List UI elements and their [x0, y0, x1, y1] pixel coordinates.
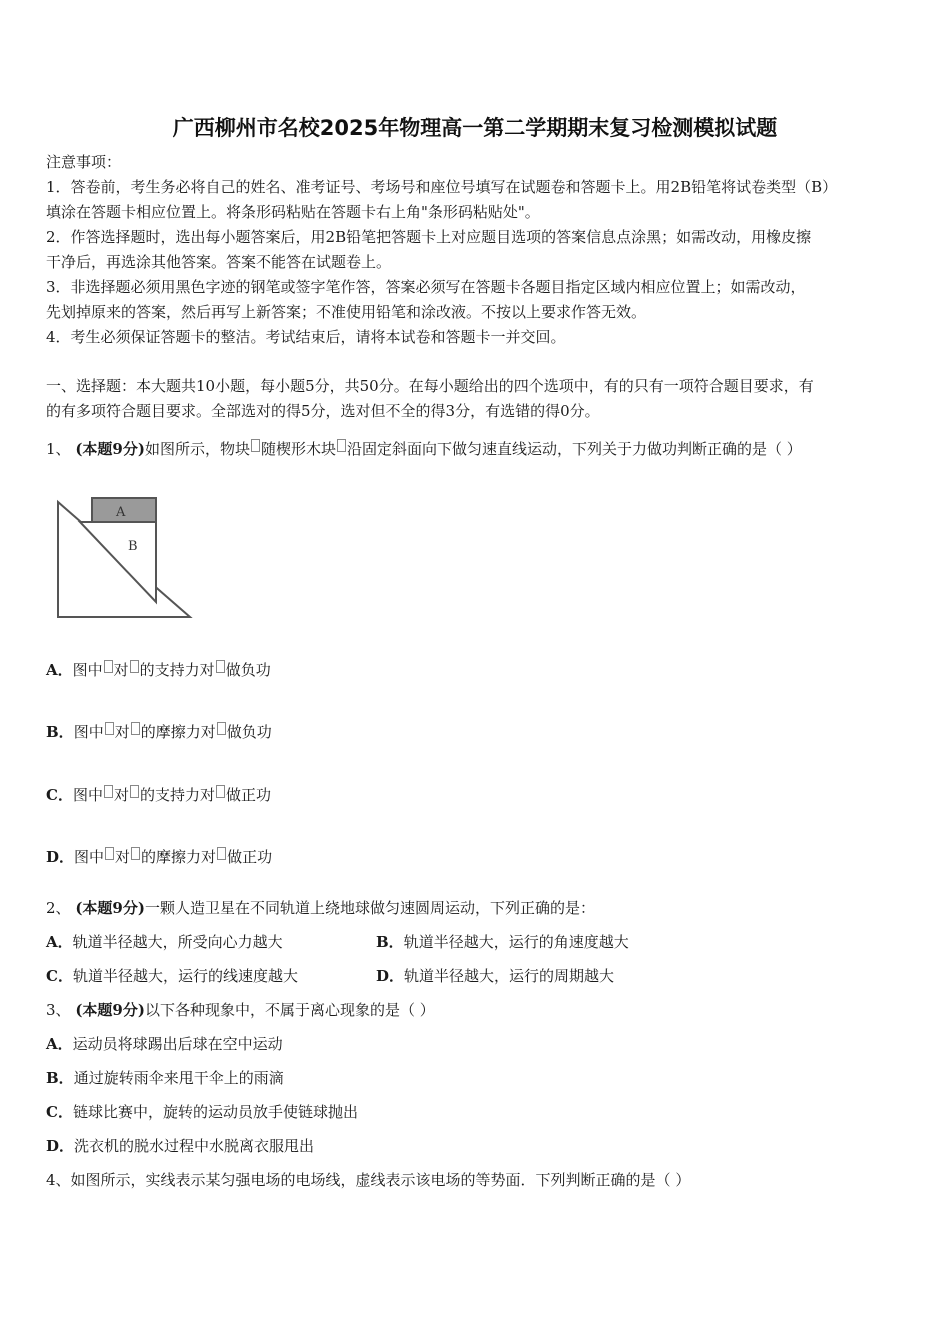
option-letter: B．: [46, 723, 74, 741]
missing-glyph-box: [251, 439, 260, 452]
missing-glyph-box: [216, 660, 225, 673]
option-text: 的摩擦力对: [140, 723, 216, 741]
option-text: 做负功: [226, 723, 272, 741]
question-text: 沿固定斜面向下做匀速直线运动，下列关于力做功判断正确的是（ ）: [347, 440, 802, 458]
section-instructions-line2: 的有多项符合题目要求。全部选对的得5分，选对但不全的得3分，有选错的得0分。: [46, 402, 600, 420]
question-number: 2、: [46, 899, 71, 917]
block-a-label: A: [116, 505, 126, 520]
q1-option-a: [46, 660, 271, 680]
missing-glyph-box: [105, 722, 114, 735]
option-text: 的支持力对: [139, 661, 215, 679]
option-text: 图中: [72, 661, 103, 679]
option-letter: A．: [46, 661, 73, 679]
option-text: 的支持力对: [139, 786, 215, 804]
option-text: 图中: [72, 786, 103, 804]
q1-option-b: [46, 722, 272, 742]
q1-option-c: [46, 785, 271, 805]
option-text: 对: [114, 723, 130, 741]
missing-glyph-box: [131, 847, 140, 860]
block-b-label: B: [128, 539, 138, 554]
notice-line: 填涂在答题卡相应位置上。将条形码粘贴在答题卡右上角"条形码粘贴处"。: [46, 203, 540, 221]
option-text: 链球比赛中，旋转的运动员放手使链球抛出: [72, 1103, 358, 1121]
question-points: (本题9分): [75, 899, 145, 917]
option-letter: B．: [46, 1069, 74, 1087]
option-text: 做正功: [226, 786, 272, 804]
question-number: 1、: [46, 440, 71, 458]
option-text: 轨道半径越大，所受向心力越大: [72, 933, 283, 951]
missing-glyph-box: [337, 439, 346, 452]
question-text: 以下各种现象中，不属于离心现象的是（ ）: [144, 1001, 435, 1019]
notice-line: 3．非选择题必须用黑色字迹的钢笔或签字笔作答，答案必须写在答题卡各题目指定区域内相应位置上；如需改动，: [46, 278, 806, 296]
option-letter: D．: [46, 848, 75, 866]
option-text: 做负功: [225, 661, 271, 679]
notice-line: 干净后，再选涂其他答案。答案不能答在试题卷上。: [46, 253, 392, 271]
question-text: 一颗人造卫星在不同轨道上绕地球做匀速圆周运动，下列正确的是：: [144, 899, 595, 917]
notice-line: 先划掉原来的答案，然后再写上新答案；不准使用铅笔和涂改液。不按以上要求作答无效。: [46, 303, 647, 321]
option-text: 轨道半径越大，运行的周期越大: [404, 967, 615, 985]
option-text: 轨道半径越大，运行的线速度越大: [72, 967, 298, 985]
notice-line: 2．作答选择题时，选出每小题答案后，用2B铅笔把答题卡上对应题目选项的答案信息点涂黑；如需改动，用橡皮擦: [46, 228, 812, 246]
option-text: 运动员将球踢出后球在空中运动: [72, 1035, 283, 1053]
option-text: 对: [113, 661, 129, 679]
q2-option-c: [46, 966, 298, 986]
question-3-stem: [46, 1000, 435, 1020]
question-1-stem: [46, 439, 802, 459]
missing-glyph-box: [130, 660, 139, 673]
missing-glyph-box: [217, 722, 226, 735]
missing-glyph-box: [130, 785, 139, 798]
q1-option-d: [46, 847, 272, 867]
q3-option-a: [46, 1034, 283, 1054]
option-letter: B．: [376, 933, 404, 951]
notice-heading: 注意事项：: [46, 153, 122, 171]
q3-option-d: [46, 1136, 314, 1156]
missing-glyph-box: [104, 660, 113, 673]
q2-option-a: [46, 932, 283, 952]
option-text: 通过旋转雨伞来甩干伞上的雨滴: [73, 1069, 284, 1087]
missing-glyph-box: [217, 847, 226, 860]
option-letter: D．: [46, 1137, 75, 1155]
q1-incline-figure: [52, 492, 197, 622]
question-text: 随楔形木块: [260, 440, 336, 458]
option-text: 轨道半径越大，运行的角速度越大: [403, 933, 629, 951]
question-number: 4、: [46, 1171, 71, 1189]
q3-option-b: [46, 1068, 284, 1088]
option-text: 对: [113, 786, 129, 804]
option-text: 图中: [73, 723, 104, 741]
option-text: 图中: [74, 848, 105, 866]
question-points: (本题9分): [75, 440, 145, 458]
option-letter: C．: [46, 967, 73, 985]
option-letter: A．: [46, 1035, 73, 1053]
question-number: 3、: [46, 1001, 71, 1019]
q2-option-b: [376, 932, 629, 952]
option-letter: D．: [376, 967, 405, 985]
page-title: 广西柳州市名校2025年物理高一第二学期期末复习检测模拟试题: [172, 116, 778, 140]
option-text: 对: [115, 848, 131, 866]
q2-option-d: [376, 966, 614, 986]
notice-line: 1．答卷前，考生务必将自己的姓名、准考证号、考场号和座位号填写在试题卷和答题卡上。用2B铅笔将试卷类型（B）: [46, 178, 838, 196]
notice-line: 4．考生必须保证答题卡的整洁。考试结束后，请将本试卷和答题卡一并交回。: [46, 328, 566, 346]
option-letter: C．: [46, 1103, 73, 1121]
question-points: (本题9分): [75, 1001, 145, 1019]
q3-option-c: [46, 1102, 358, 1122]
question-text: 如图所示，物块: [144, 440, 250, 458]
question-2-stem: [46, 898, 595, 918]
missing-glyph-box: [131, 722, 140, 735]
option-text: 洗衣机的脱水过程中水脱离衣服甩出: [74, 1137, 315, 1155]
missing-glyph-box: [105, 847, 114, 860]
question-text: 如图所示，实线表示某匀强电场的电场线，虚线表示该电场的等势面．下列判断正确的是（ ）: [70, 1171, 691, 1189]
option-text: 的摩擦力对: [141, 848, 217, 866]
question-4-stem: [46, 1170, 690, 1190]
option-text: 做正功: [227, 848, 273, 866]
missing-glyph-box: [104, 785, 113, 798]
missing-glyph-box: [216, 785, 225, 798]
section-instructions-line1: 一、选择题：本大题共10小题，每小题5分，共50分。在每小题给出的四个选项中，有的只有一项符合题目要求，有: [46, 377, 814, 395]
option-letter: A．: [46, 933, 73, 951]
option-letter: C．: [46, 786, 73, 804]
